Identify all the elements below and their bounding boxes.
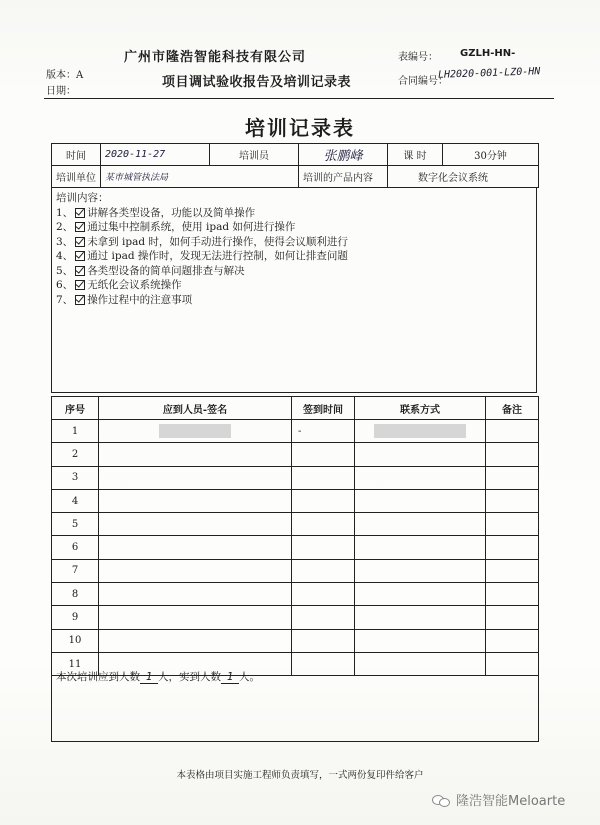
- sign-time-cell: [292, 443, 355, 466]
- company-name: 广州市隆浩智能科技有限公司: [124, 50, 307, 65]
- signature-cell: [99, 629, 292, 652]
- content-item: [56, 264, 536, 279]
- remarks-cell: [486, 559, 539, 582]
- item-text: 未拿到 ipad 时，如何手动进行操作，使得会议顺利进行: [87, 235, 348, 248]
- remarks-cell: [486, 513, 539, 536]
- col-header-contact: 联系方式: [355, 397, 486, 420]
- item-number: 2、: [56, 221, 74, 233]
- row-number: 10: [52, 629, 99, 652]
- signature-cell: [99, 420, 292, 443]
- row-number: 7: [52, 559, 99, 582]
- header-divider: [44, 98, 554, 99]
- content-item: [56, 293, 536, 308]
- remarks-cell: [486, 536, 539, 559]
- contact-cell: [355, 420, 486, 443]
- remarks-cell: [486, 466, 539, 489]
- item-number: 7、: [56, 293, 74, 306]
- contact-cell: [355, 629, 486, 652]
- sign-time-cell: [292, 583, 355, 606]
- row-number: 3: [52, 466, 99, 489]
- summary-suffix: 人。: [239, 671, 260, 683]
- item-text: 通过集中控制系统，使用 ipad 如何进行操作: [87, 221, 296, 233]
- content-item: [56, 206, 536, 221]
- redacted-signature: [159, 424, 231, 438]
- row-number: 5: [52, 513, 99, 536]
- attendance-summary: [51, 665, 539, 742]
- table-row: [52, 536, 539, 559]
- sign-time-cell: [292, 559, 355, 582]
- item-text: 无纸化会议系统操作: [87, 279, 182, 291]
- trainer-label: 培训员: [210, 144, 299, 166]
- trainer-value: 张鹏峰: [299, 144, 388, 166]
- content-item: [56, 249, 536, 264]
- table-row: [52, 559, 539, 582]
- contact-cell: [355, 536, 486, 559]
- watermark: [432, 790, 565, 809]
- signature-cell: [99, 606, 292, 629]
- col-header-no: 序号: [52, 397, 99, 420]
- item-text: 讲解各类型设备，功能以及简单操作: [87, 206, 256, 219]
- training-info-table: [51, 143, 539, 188]
- content-item: [56, 235, 536, 250]
- contact-cell: [355, 489, 486, 512]
- table-row: [52, 513, 539, 536]
- table-row: [52, 606, 539, 629]
- col-header-signature: 应到人员-签名: [99, 397, 292, 420]
- form-no-label: 表编号：: [398, 52, 438, 63]
- item-number: 5、: [56, 264, 74, 277]
- table-row: [52, 629, 539, 652]
- checkbox-checked-icon: [75, 295, 85, 305]
- remarks-cell: [486, 420, 539, 443]
- summary-prefix: 本次培训应到人数: [56, 671, 140, 683]
- checkbox-checked-icon: [75, 237, 85, 247]
- footer-note: 本表格由项目实施工程师负责填写，一式两份复印件给客户: [176, 770, 424, 781]
- item-number: 4、: [56, 250, 74, 262]
- expected-count: 1: [140, 671, 158, 684]
- sign-time-cell: [292, 536, 355, 559]
- content-item: [56, 278, 536, 293]
- item-number: 1、: [56, 206, 74, 219]
- remarks-cell: [486, 489, 539, 512]
- hours-value: 30分钟: [443, 144, 539, 166]
- form-no-value: GZLH-HN-: [460, 48, 516, 59]
- col-header-sign-time: 签到时间: [292, 397, 355, 420]
- signature-cell: [99, 536, 292, 559]
- checkbox-checked-icon: [75, 266, 85, 276]
- time-label: 时间: [52, 144, 101, 166]
- actual-count: 1: [221, 671, 239, 684]
- contact-cell: [355, 583, 486, 606]
- redacted-contact: [374, 424, 466, 438]
- signature-cell: [99, 583, 292, 606]
- row-number: 1: [52, 420, 99, 443]
- checkbox-checked-icon: [75, 280, 85, 290]
- table-row: [52, 420, 539, 443]
- unit-value: 某市城管执法局: [101, 166, 299, 188]
- item-text: 操作过程中的注意事项: [87, 293, 193, 306]
- training-content: [51, 187, 537, 393]
- item-text: 通过 ipad 操作时，发现无法进行控制，如何让排查问题: [87, 250, 348, 262]
- row-number: 11: [52, 652, 99, 675]
- date-label: 日期：: [46, 86, 76, 97]
- sign-time-cell: [292, 606, 355, 629]
- table-row: [52, 466, 539, 489]
- remarks-cell: [486, 629, 539, 652]
- signature-cell: [99, 443, 292, 466]
- item-number: 6、: [56, 279, 74, 291]
- contact-cell: [355, 606, 486, 629]
- contract-no-value: LH2020-001-LZ0-HN: [437, 66, 541, 81]
- signature-cell: [99, 559, 292, 582]
- contract-no-label: 合同编号：: [398, 76, 448, 87]
- checkbox-checked-icon: [75, 222, 85, 232]
- sign-time-cell: [292, 489, 355, 512]
- row-number: 4: [52, 489, 99, 512]
- watermark-text: 隆浩智能Meloarte: [456, 794, 566, 809]
- contact-cell: [355, 559, 486, 582]
- remarks-cell: [486, 606, 539, 629]
- training-record-title: 培训记录表: [245, 116, 355, 140]
- table-row: [52, 583, 539, 606]
- report-title: 项目调试验收报告及培训记录表: [162, 75, 352, 90]
- sign-time-cell: -: [292, 420, 355, 443]
- item-number: 3、: [56, 235, 74, 248]
- signature-cell: [99, 489, 292, 512]
- content-heading: 培训内容：: [56, 192, 109, 204]
- remarks-cell: [486, 583, 539, 606]
- row-number: 2: [52, 443, 99, 466]
- product-label: 培训的产品内容: [299, 166, 388, 188]
- unit-label: 培训单位: [52, 166, 101, 188]
- table-row: [52, 489, 539, 512]
- contact-cell: [355, 513, 486, 536]
- sign-in-header-row: [52, 397, 539, 420]
- checkbox-checked-icon: [75, 251, 85, 261]
- row-number: 6: [52, 536, 99, 559]
- remarks-cell: [486, 443, 539, 466]
- col-header-remarks: 备注: [486, 397, 539, 420]
- summary-middle: 人，实到人数: [158, 671, 221, 683]
- wechat-icon: [432, 793, 450, 807]
- sign-time-cell: [292, 466, 355, 489]
- table-row: [52, 443, 539, 466]
- contact-cell: [355, 466, 486, 489]
- row-number: 9: [52, 606, 99, 629]
- checkbox-checked-icon: [75, 208, 85, 218]
- row-number: 8: [52, 583, 99, 606]
- signature-cell: [99, 513, 292, 536]
- sign-time-cell: [292, 513, 355, 536]
- content-item: [56, 220, 536, 235]
- sign-time-cell: [292, 629, 355, 652]
- sign-in-table: [51, 396, 539, 676]
- time-value: 2020-11-27: [101, 144, 210, 166]
- signature-cell: [99, 466, 292, 489]
- hours-label: 课 时: [388, 144, 443, 166]
- version-label: 版本：A: [46, 70, 84, 81]
- contact-cell: [355, 443, 486, 466]
- item-text: 各类型设备的简单问题排查与解决: [87, 264, 245, 277]
- product-value: 数字化会议系统: [388, 166, 539, 188]
